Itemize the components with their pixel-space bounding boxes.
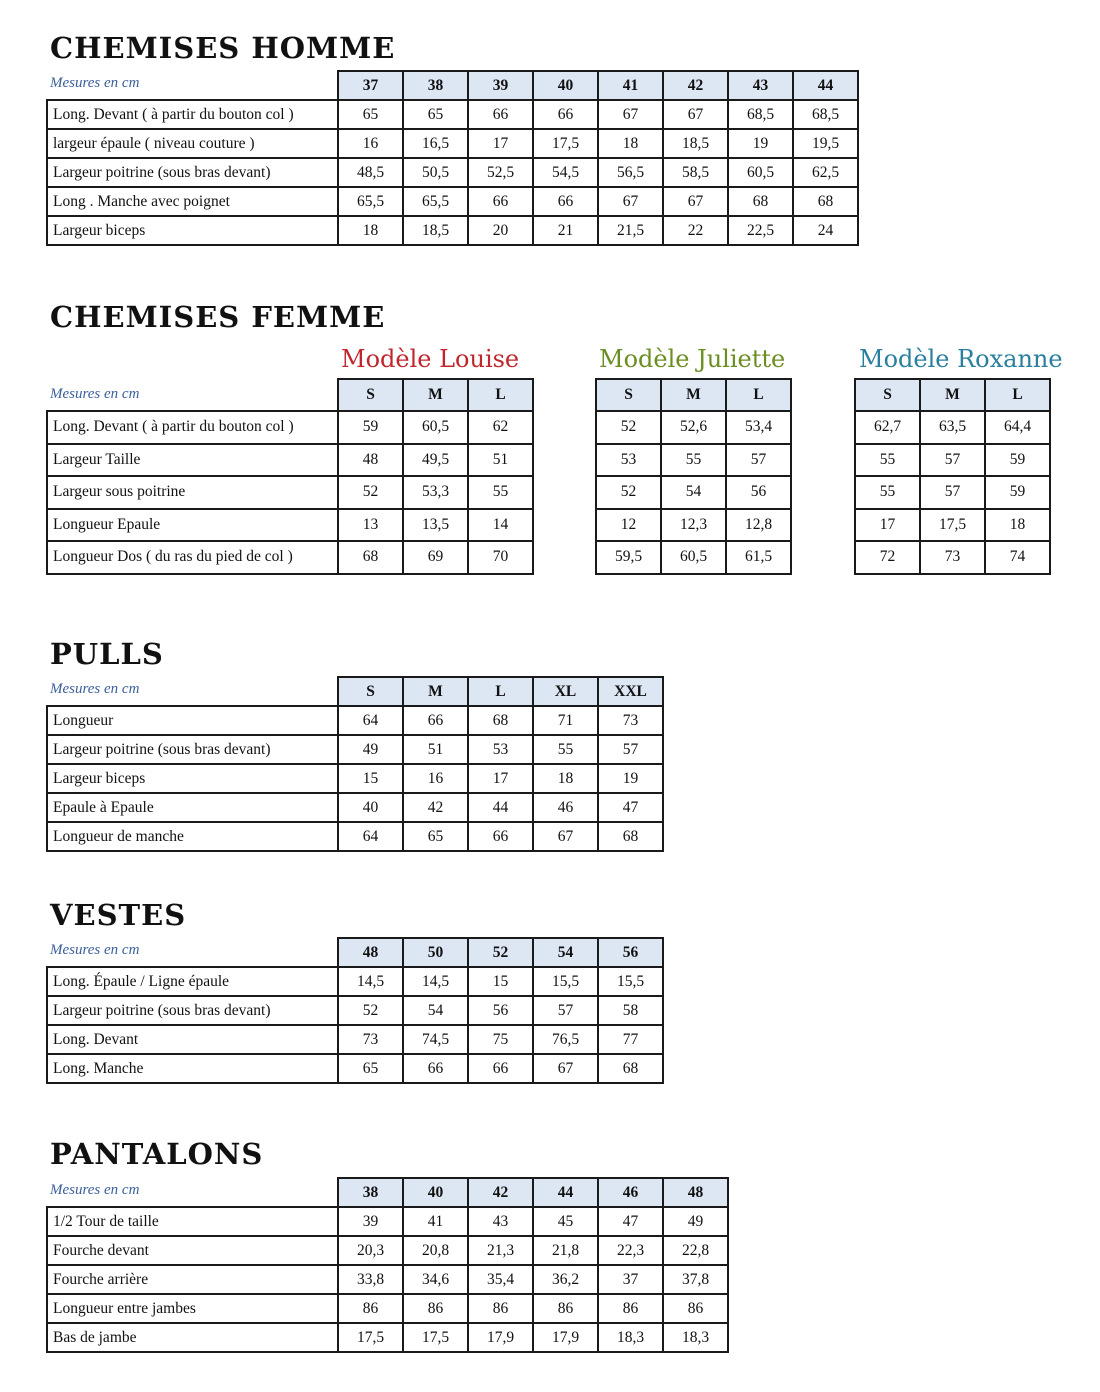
value-cell: 17,5: [920, 509, 985, 542]
size-header: XL: [533, 677, 598, 706]
femme-table-model-0: [46, 378, 534, 575]
table-row: [47, 1265, 728, 1294]
table-row: [47, 541, 533, 574]
table-row: [47, 187, 858, 216]
section-title-pantalons: PANTALONS: [50, 1137, 264, 1171]
size-header: 52: [468, 938, 533, 967]
value-cell: 33,8: [338, 1265, 403, 1294]
header-row: [47, 1178, 728, 1207]
table-row: [47, 444, 533, 477]
row-label: Long. Devant: [47, 1025, 338, 1054]
unit-note-vestes: Mesures en cm: [50, 942, 140, 958]
table-row: [855, 444, 1050, 477]
size-header: 42: [663, 71, 728, 100]
size-header: S: [338, 379, 403, 411]
value-cell: 71: [533, 706, 598, 735]
value-cell: 34,6: [403, 1265, 468, 1294]
size-header: 54: [533, 938, 598, 967]
value-cell: 18,3: [663, 1323, 728, 1352]
value-cell: 60,5: [403, 411, 468, 444]
table-row: [47, 706, 663, 735]
value-cell: 50,5: [403, 158, 468, 187]
value-cell: 69: [403, 541, 468, 574]
size-header: L: [468, 379, 533, 411]
value-cell: 22,8: [663, 1236, 728, 1265]
value-cell: 22,5: [728, 216, 793, 245]
row-label: Epaule à Epaule: [47, 793, 338, 822]
size-header: 41: [598, 71, 663, 100]
value-cell: 62,7: [855, 411, 920, 444]
value-cell: 67: [663, 100, 728, 129]
table-row: [47, 216, 858, 245]
value-cell: 86: [663, 1294, 728, 1323]
row-label: Long. Manche: [47, 1054, 338, 1083]
value-cell: 17,9: [533, 1323, 598, 1352]
value-cell: 73: [920, 541, 985, 574]
header-row: [47, 379, 533, 411]
size-header: 40: [403, 1178, 468, 1207]
size-header: 39: [468, 71, 533, 100]
value-cell: 65: [403, 100, 468, 129]
model-title-louise: Modèle Louise: [341, 345, 520, 373]
section-title-pulls: PULLS: [50, 637, 164, 671]
value-cell: 51: [468, 444, 533, 477]
value-cell: 21,8: [533, 1236, 598, 1265]
value-cell: 44: [468, 793, 533, 822]
row-label: Largeur poitrine (sous bras devant): [47, 996, 338, 1025]
value-cell: 40: [338, 793, 403, 822]
value-cell: 73: [338, 1025, 403, 1054]
value-cell: 14,5: [403, 967, 468, 996]
value-cell: 13,5: [403, 509, 468, 542]
row-label: Bas de jambe: [47, 1323, 338, 1352]
value-cell: 12,3: [661, 509, 726, 542]
value-cell: 68,5: [793, 100, 858, 129]
header-blank-cell: [47, 938, 338, 967]
size-header: S: [596, 379, 661, 411]
value-cell: 53: [596, 444, 661, 477]
value-cell: 64: [338, 706, 403, 735]
header-row: [855, 379, 1050, 411]
value-cell: 48,5: [338, 158, 403, 187]
value-cell: 18: [985, 509, 1050, 542]
value-cell: 74,5: [403, 1025, 468, 1054]
value-cell: 68: [728, 187, 793, 216]
value-cell: 86: [598, 1294, 663, 1323]
header-row: [47, 71, 858, 100]
table-row: [47, 129, 858, 158]
row-label: Largeur biceps: [47, 764, 338, 793]
value-cell: 17: [468, 764, 533, 793]
value-cell: 77: [598, 1025, 663, 1054]
value-cell: 59: [985, 444, 1050, 477]
value-cell: 15,5: [598, 967, 663, 996]
row-label: Longueur Epaule: [47, 509, 338, 542]
size-header: 44: [793, 71, 858, 100]
row-label: Long. Devant ( à partir du bouton col ): [47, 411, 338, 444]
value-cell: 18: [598, 129, 663, 158]
table-row: [47, 1207, 728, 1236]
pantalons-table: [46, 1177, 729, 1353]
size-header: 42: [468, 1178, 533, 1207]
row-label: Largeur sous poitrine: [47, 476, 338, 509]
value-cell: 49: [663, 1207, 728, 1236]
value-cell: 53,4: [726, 411, 791, 444]
row-label: Fourche arrière: [47, 1265, 338, 1294]
unit-note-pantalons: Mesures en cm: [50, 1182, 140, 1198]
value-cell: 57: [533, 996, 598, 1025]
value-cell: 52: [596, 411, 661, 444]
value-cell: 19,5: [793, 129, 858, 158]
value-cell: 19: [598, 764, 663, 793]
value-cell: 45: [533, 1207, 598, 1236]
table-row: [47, 764, 663, 793]
value-cell: 19: [728, 129, 793, 158]
vestes-table: [46, 937, 664, 1084]
value-cell: 58,5: [663, 158, 728, 187]
table-row: [596, 509, 791, 542]
value-cell: 60,5: [728, 158, 793, 187]
value-cell: 57: [726, 444, 791, 477]
value-cell: 37,8: [663, 1265, 728, 1294]
value-cell: 66: [533, 187, 598, 216]
value-cell: 36,2: [533, 1265, 598, 1294]
size-header: M: [661, 379, 726, 411]
row-label: Longueur: [47, 706, 338, 735]
size-header: L: [726, 379, 791, 411]
value-cell: 46: [533, 793, 598, 822]
header-blank-cell: [47, 71, 338, 100]
value-cell: 17,5: [533, 129, 598, 158]
value-cell: 16: [338, 129, 403, 158]
table-row: [47, 996, 663, 1025]
row-label: Long . Manche avec poignet: [47, 187, 338, 216]
value-cell: 65: [338, 100, 403, 129]
size-header: 43: [728, 71, 793, 100]
value-cell: 66: [468, 187, 533, 216]
table-row: [47, 476, 533, 509]
table-row: [47, 822, 663, 851]
value-cell: 55: [661, 444, 726, 477]
value-cell: 68: [793, 187, 858, 216]
value-cell: 49,5: [403, 444, 468, 477]
size-header: M: [403, 677, 468, 706]
value-cell: 18: [338, 216, 403, 245]
size-header: S: [855, 379, 920, 411]
table-row: [855, 476, 1050, 509]
value-cell: 62,5: [793, 158, 858, 187]
value-cell: 52: [338, 996, 403, 1025]
size-header: M: [920, 379, 985, 411]
header-row: [596, 379, 791, 411]
value-cell: 66: [468, 100, 533, 129]
value-cell: 39: [338, 1207, 403, 1236]
row-label: Largeur poitrine (sous bras devant): [47, 158, 338, 187]
size-header: 48: [663, 1178, 728, 1207]
section-title-chemises-homme: CHEMISES HOMME: [50, 31, 396, 65]
table-row: [596, 476, 791, 509]
value-cell: 18: [533, 764, 598, 793]
header-blank-cell: [47, 677, 338, 706]
size-header: S: [338, 677, 403, 706]
size-header: 50: [403, 938, 468, 967]
value-cell: 35,4: [468, 1265, 533, 1294]
value-cell: 68,5: [728, 100, 793, 129]
value-cell: 12: [596, 509, 661, 542]
value-cell: 14: [468, 509, 533, 542]
value-cell: 47: [598, 793, 663, 822]
value-cell: 47: [598, 1207, 663, 1236]
row-label: Largeur poitrine (sous bras devant): [47, 735, 338, 764]
value-cell: 56: [726, 476, 791, 509]
homme-table: [46, 70, 859, 246]
value-cell: 67: [598, 100, 663, 129]
table-row: [47, 158, 858, 187]
value-cell: 49: [338, 735, 403, 764]
size-header: 56: [598, 938, 663, 967]
size-header: 38: [403, 71, 468, 100]
header-blank-cell: [47, 379, 338, 411]
value-cell: 68: [468, 706, 533, 735]
value-cell: 75: [468, 1025, 533, 1054]
pulls-table: [46, 676, 664, 852]
size-header: 46: [598, 1178, 663, 1207]
value-cell: 53,3: [403, 476, 468, 509]
value-cell: 54: [403, 996, 468, 1025]
value-cell: 55: [855, 444, 920, 477]
size-header: 44: [533, 1178, 598, 1207]
model-title-juliette: Modèle Juliette: [599, 345, 786, 373]
value-cell: 54,5: [533, 158, 598, 187]
value-cell: 59: [338, 411, 403, 444]
value-cell: 37: [598, 1265, 663, 1294]
table-row: [47, 1294, 728, 1323]
value-cell: 20,3: [338, 1236, 403, 1265]
value-cell: 20: [468, 216, 533, 245]
row-label: Long. Devant ( à partir du bouton col ): [47, 100, 338, 129]
row-label: Largeur Taille: [47, 444, 338, 477]
value-cell: 64,4: [985, 411, 1050, 444]
value-cell: 86: [468, 1294, 533, 1323]
size-header: 37: [338, 71, 403, 100]
value-cell: 20,8: [403, 1236, 468, 1265]
value-cell: 48: [338, 444, 403, 477]
value-cell: 21,5: [598, 216, 663, 245]
value-cell: 22,3: [598, 1236, 663, 1265]
value-cell: 18,3: [598, 1323, 663, 1352]
table-row: [47, 1025, 663, 1054]
table-row: [47, 793, 663, 822]
value-cell: 13: [338, 509, 403, 542]
row-label: largeur épaule ( niveau couture ): [47, 129, 338, 158]
value-cell: 56: [468, 996, 533, 1025]
row-label: 1/2 Tour de taille: [47, 1207, 338, 1236]
value-cell: 55: [533, 735, 598, 764]
table-row: [596, 541, 791, 574]
value-cell: 86: [403, 1294, 468, 1323]
row-label: Longueur entre jambes: [47, 1294, 338, 1323]
value-cell: 65,5: [338, 187, 403, 216]
row-label: Long. Épaule / Ligne épaule: [47, 967, 338, 996]
unit-note-homme: Mesures en cm: [50, 75, 140, 91]
value-cell: 67: [533, 822, 598, 851]
value-cell: 72: [855, 541, 920, 574]
value-cell: 12,8: [726, 509, 791, 542]
value-cell: 57: [920, 476, 985, 509]
value-cell: 55: [855, 476, 920, 509]
value-cell: 52: [596, 476, 661, 509]
value-cell: 18,5: [663, 129, 728, 158]
value-cell: 17,5: [403, 1323, 468, 1352]
size-header: L: [985, 379, 1050, 411]
section-title-chemises-femme: CHEMISES FEMME: [50, 300, 386, 334]
row-label: Largeur biceps: [47, 216, 338, 245]
value-cell: 65: [403, 822, 468, 851]
value-cell: 57: [598, 735, 663, 764]
value-cell: 73: [598, 706, 663, 735]
value-cell: 57: [920, 444, 985, 477]
value-cell: 76,5: [533, 1025, 598, 1054]
table-row: [596, 444, 791, 477]
model-title-roxanne: Modèle Roxanne: [859, 345, 1063, 373]
value-cell: 66: [533, 100, 598, 129]
table-row: [596, 411, 791, 444]
value-cell: 70: [468, 541, 533, 574]
value-cell: 61,5: [726, 541, 791, 574]
table-row: [47, 1054, 663, 1083]
value-cell: 59,5: [596, 541, 661, 574]
value-cell: 17: [468, 129, 533, 158]
value-cell: 43: [468, 1207, 533, 1236]
value-cell: 21: [533, 216, 598, 245]
size-header: 40: [533, 71, 598, 100]
value-cell: 67: [663, 187, 728, 216]
value-cell: 53: [468, 735, 533, 764]
value-cell: 15,5: [533, 967, 598, 996]
table-row: [47, 509, 533, 542]
value-cell: 17,9: [468, 1323, 533, 1352]
header-row: [47, 677, 663, 706]
value-cell: 58: [598, 996, 663, 1025]
value-cell: 15: [468, 967, 533, 996]
size-header: XXL: [598, 677, 663, 706]
table-row: [855, 411, 1050, 444]
value-cell: 68: [598, 822, 663, 851]
header-row: [47, 938, 663, 967]
value-cell: 51: [403, 735, 468, 764]
size-header: L: [468, 677, 533, 706]
row-label: Longueur Dos ( du ras du pied de col ): [47, 541, 338, 574]
section-title-vestes: VESTES: [50, 898, 187, 932]
femme-table-model-1: [595, 378, 792, 575]
value-cell: 41: [403, 1207, 468, 1236]
value-cell: 67: [533, 1054, 598, 1083]
value-cell: 15: [338, 764, 403, 793]
table-row: [855, 541, 1050, 574]
value-cell: 21,3: [468, 1236, 533, 1265]
size-header: M: [403, 379, 468, 411]
value-cell: 42: [403, 793, 468, 822]
table-row: [47, 967, 663, 996]
value-cell: 66: [403, 706, 468, 735]
value-cell: 65: [338, 1054, 403, 1083]
value-cell: 65,5: [403, 187, 468, 216]
value-cell: 62: [468, 411, 533, 444]
table-row: [47, 411, 533, 444]
value-cell: 16,5: [403, 129, 468, 158]
value-cell: 24: [793, 216, 858, 245]
value-cell: 17: [855, 509, 920, 542]
value-cell: 18,5: [403, 216, 468, 245]
table-row: [47, 1236, 728, 1265]
size-header: 48: [338, 938, 403, 967]
unit-note-femme: Mesures en cm: [50, 386, 140, 402]
value-cell: 52,5: [468, 158, 533, 187]
value-cell: 52,6: [661, 411, 726, 444]
row-label: Fourche devant: [47, 1236, 338, 1265]
value-cell: 55: [468, 476, 533, 509]
value-cell: 68: [338, 541, 403, 574]
value-cell: 17,5: [338, 1323, 403, 1352]
value-cell: 86: [338, 1294, 403, 1323]
value-cell: 59: [985, 476, 1050, 509]
value-cell: 68: [598, 1054, 663, 1083]
value-cell: 66: [468, 1054, 533, 1083]
value-cell: 67: [598, 187, 663, 216]
value-cell: 74: [985, 541, 1050, 574]
table-row: [855, 509, 1050, 542]
value-cell: 54: [661, 476, 726, 509]
value-cell: 66: [468, 822, 533, 851]
table-row: [47, 1323, 728, 1352]
row-label: Longueur de manche: [47, 822, 338, 851]
value-cell: 64: [338, 822, 403, 851]
value-cell: 66: [403, 1054, 468, 1083]
size-header: 38: [338, 1178, 403, 1207]
unit-note-pulls: Mesures en cm: [50, 681, 140, 697]
value-cell: 14,5: [338, 967, 403, 996]
table-row: [47, 100, 858, 129]
value-cell: 86: [533, 1294, 598, 1323]
value-cell: 60,5: [661, 541, 726, 574]
table-row: [47, 735, 663, 764]
value-cell: 56,5: [598, 158, 663, 187]
value-cell: 63,5: [920, 411, 985, 444]
value-cell: 52: [338, 476, 403, 509]
header-blank-cell: [47, 1178, 338, 1207]
femme-table-model-2: [854, 378, 1051, 575]
value-cell: 22: [663, 216, 728, 245]
value-cell: 16: [403, 764, 468, 793]
